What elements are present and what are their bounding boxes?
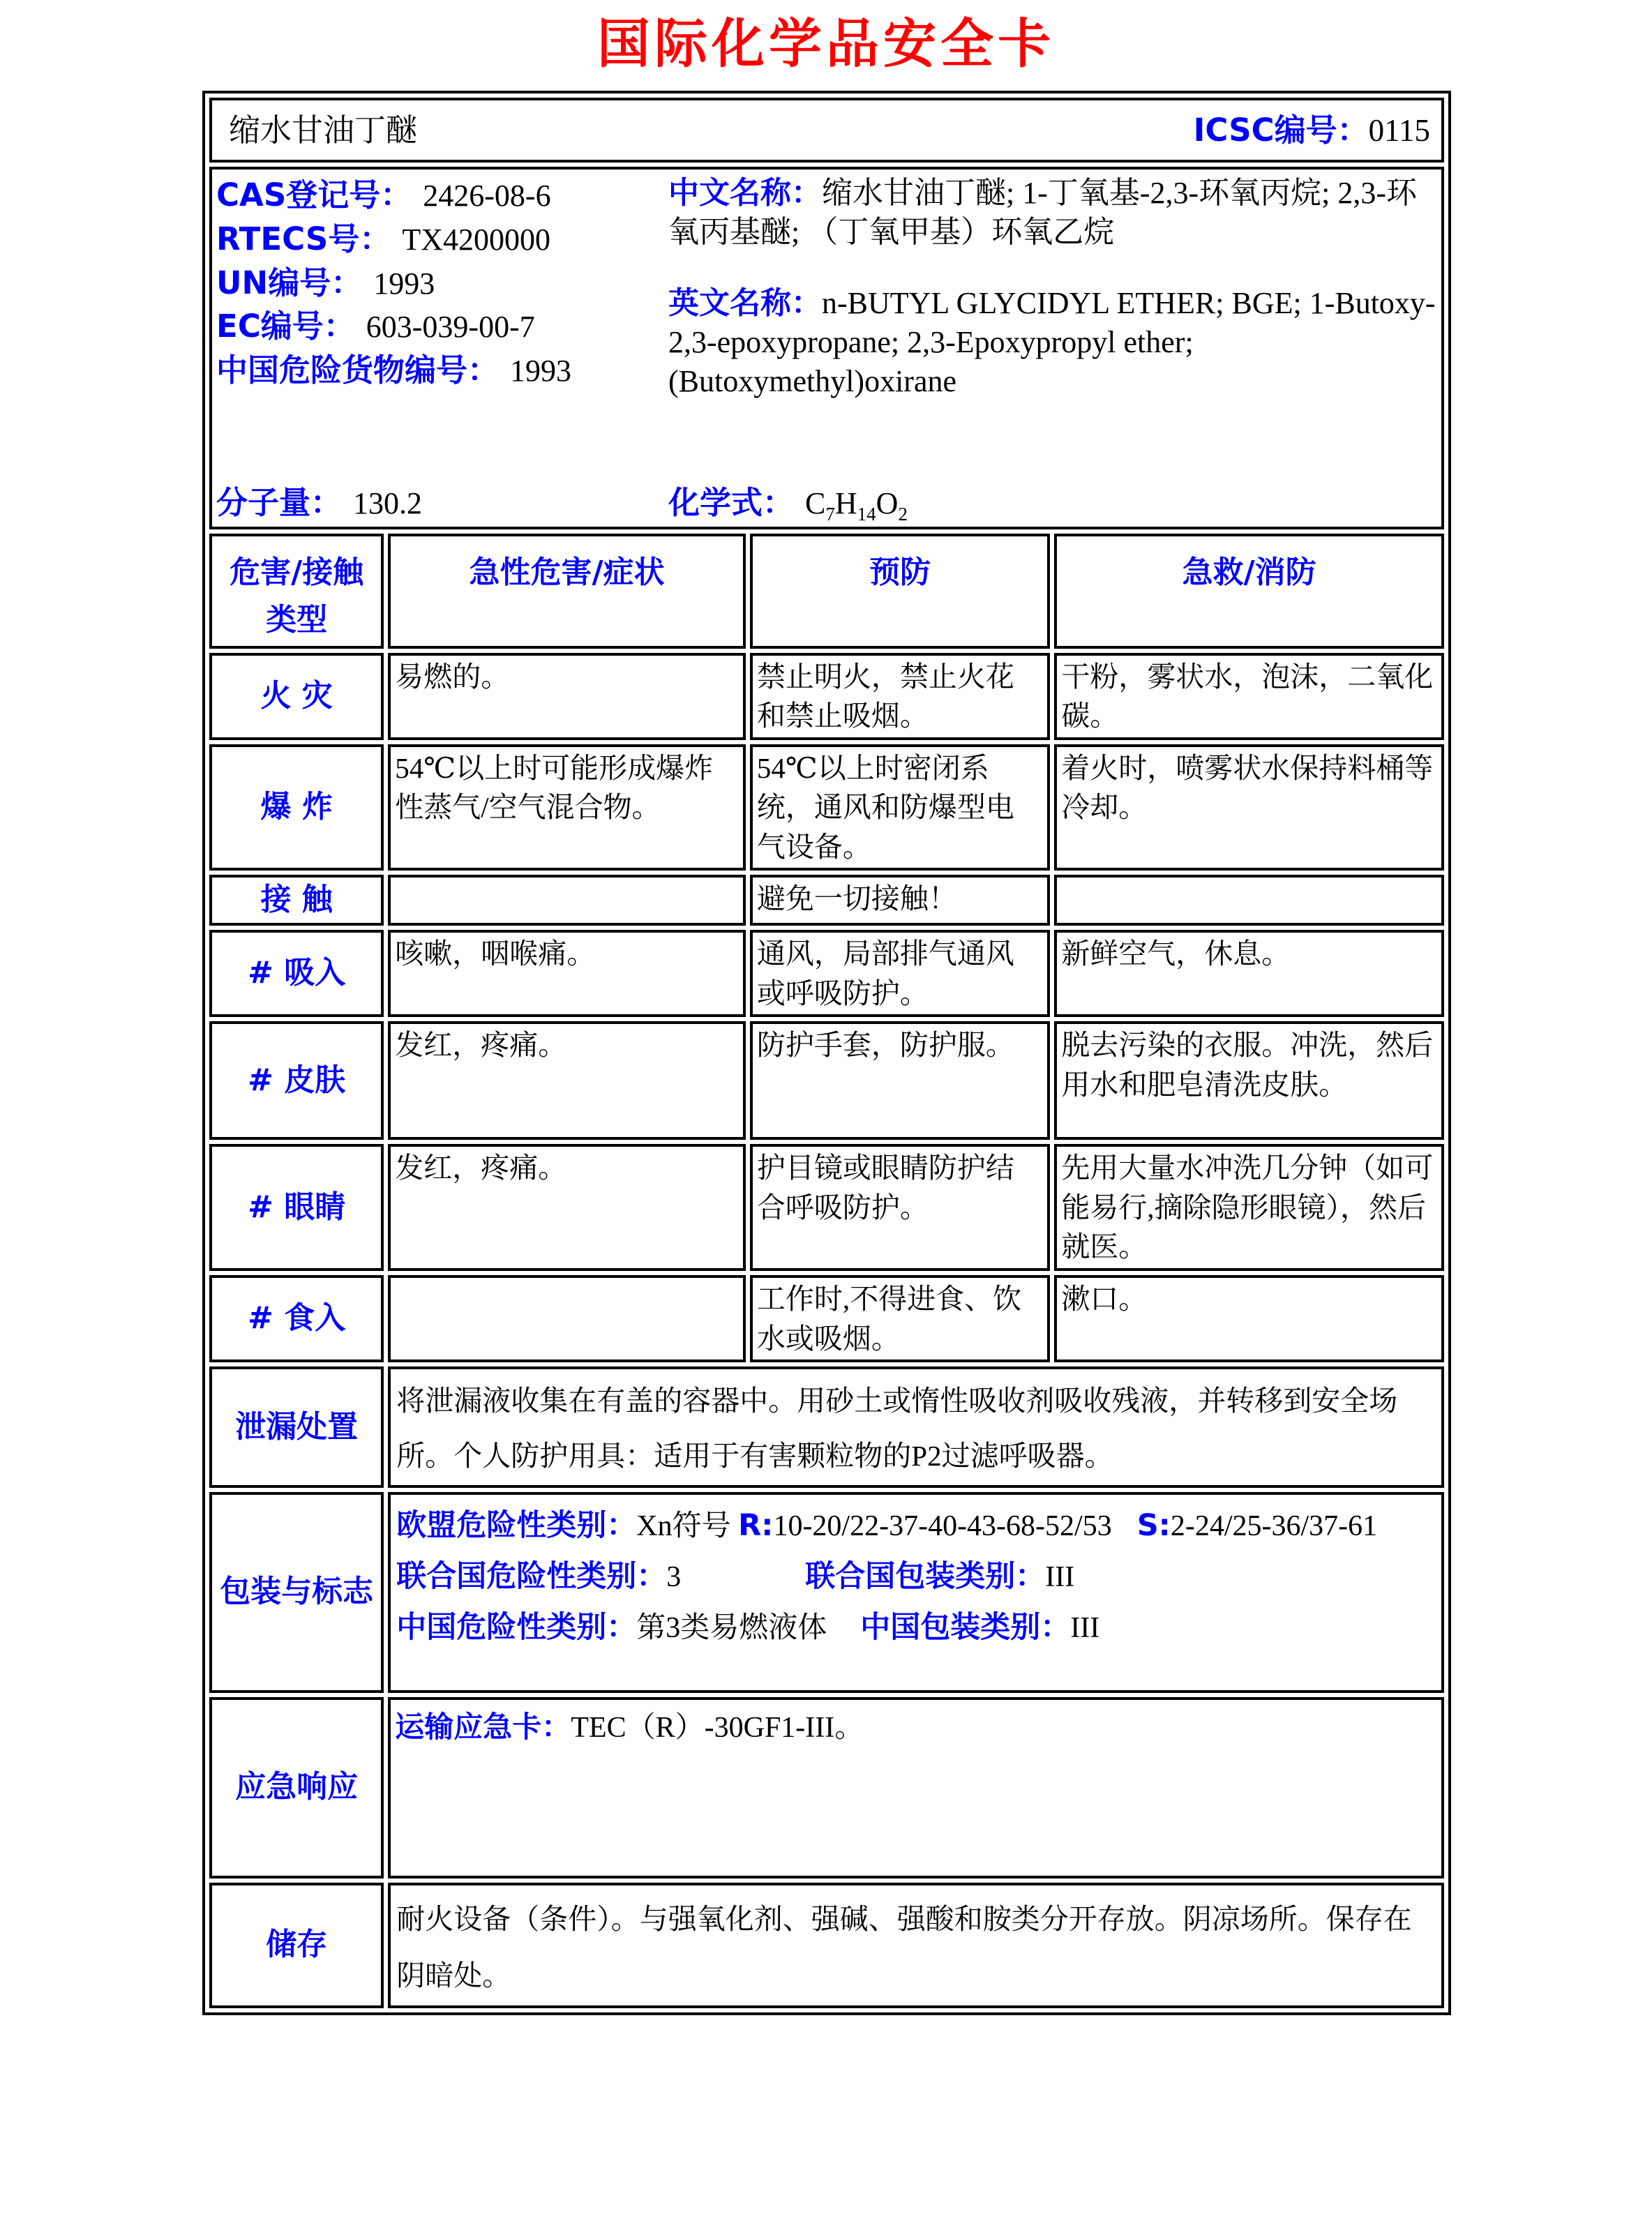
ec-label: EC编号：	[216, 308, 355, 345]
contact-symptoms-cell	[388, 875, 746, 926]
explosion-prevention-cell: 54℃以上时密闭系统，通风和防爆型电气设备。	[750, 744, 1050, 871]
header-acute-symptoms: 急性危害/症状	[388, 534, 746, 648]
spill-row	[209, 1366, 1444, 1487]
name-row	[209, 98, 1444, 163]
storage-label: 储存	[209, 1883, 384, 2008]
skin-prevention-cell: 防护手套，防护服。	[750, 1021, 1050, 1140]
emergency-row	[209, 1697, 1444, 1878]
rtecs-label: RTECS号：	[216, 220, 391, 257]
china-dg-value: 1993	[510, 353, 572, 388]
cn-pack-value: III	[1070, 1612, 1100, 1645]
un-class-value: 3	[666, 1561, 682, 1594]
spill-text-cell: 将泄漏液收集在有盖的容器中。用砂土或惰性吸收剂吸收残液，并转移到安全场所。个人防护用具：适用于有害颗粒物的P2过滤呼吸器。	[388, 1366, 1444, 1487]
un-label: UN编号：	[216, 264, 363, 301]
hazard-row-fire	[209, 653, 1444, 740]
un-pack-value: III	[1045, 1561, 1075, 1594]
hazard-row-contact	[209, 875, 1444, 926]
un-line	[216, 262, 668, 306]
cn-class-label: 中国危险性类别：	[396, 1610, 637, 1646]
ingestion-symptoms-cell	[388, 1275, 746, 1362]
row-label-inhalation: # 吸入	[209, 930, 384, 1017]
rtecs-value: TX4200000	[402, 222, 550, 257]
spill-label: 泄漏处置	[209, 1366, 384, 1487]
registry-numbers-block	[216, 174, 668, 400]
ingestion-response-cell: 漱口。	[1054, 1275, 1444, 1362]
un-value: 1993	[373, 266, 435, 301]
eyes-prevention-cell: 护目镜或眼睛防护结合呼吸防护。	[750, 1144, 1050, 1271]
names-block	[668, 174, 1436, 400]
china-dg-line	[216, 349, 668, 393]
emergency-content-cell	[388, 1697, 1444, 1878]
english-name-value: n-BUTYL GLYCIDYL ETHER; BGE; 1-Butoxy-2,3-epoxypropane; 2,3-Epoxypropyl ether; (Butoxymethyl)oxirane	[668, 285, 1436, 398]
rtecs-line	[216, 218, 668, 262]
header-first-aid: 急救/消防	[1054, 534, 1444, 648]
packaging-label: 包装与标志	[209, 1492, 384, 1693]
eu-hazard-line	[396, 1500, 1433, 1551]
eu-class-value: Xn符号	[636, 1509, 731, 1542]
eyes-response-cell: 先用大量水冲洗几分钟（如可能易行,摘除隐形眼镜），然后就医。	[1054, 1144, 1444, 1271]
page-title: 国际化学品安全卡	[597, 13, 1055, 75]
contact-response-cell	[1054, 875, 1444, 926]
emergency-label: 应急响应	[209, 1697, 384, 1878]
molecular-weight-line	[216, 481, 668, 525]
row-label-explosion: 爆 炸	[209, 744, 384, 871]
packaging-content-cell	[388, 1492, 1444, 1693]
chinese-name-value: 缩水甘油丁醚; 1-丁氧基-2,3-环氧丙烷; 2,3-环氧丙基醚; （丁氧甲基）环氧乙烷	[668, 176, 1418, 249]
tec-card-label: 运输应急卡：	[395, 1709, 571, 1744]
skin-symptoms-cell: 发红，疼痛。	[388, 1021, 746, 1140]
row-label-contact: 接 触	[209, 875, 384, 926]
cn-class-line	[396, 1602, 1433, 1653]
explosion-symptoms-cell: 54℃以上时可能形成爆炸性蒸气/空气混合物。	[388, 744, 746, 871]
ec-value: 603-039-00-7	[366, 310, 535, 345]
contact-prevention-cell: 避免一切接触！	[750, 875, 1050, 926]
tec-card-value: TEC（R）-30GF1-III。	[571, 1711, 864, 1744]
eyes-symptoms-cell: 发红，疼痛。	[388, 1144, 746, 1271]
inhalation-symptoms-cell: 咳嗽，咽喉痛。	[388, 930, 746, 1017]
cn-class-value: 第3类易燃液体	[636, 1612, 827, 1645]
skin-response-cell: 脱去污染的衣服。冲洗，然后用水和肥皂清洗皮肤。	[1054, 1021, 1444, 1140]
icsc-label: ICSC编号：	[1193, 111, 1369, 149]
cas-line	[216, 174, 668, 218]
hazard-header-row	[209, 534, 1444, 648]
hazard-row-explosion	[209, 744, 1444, 871]
icsc-number: 0115	[1368, 112, 1430, 148]
molecular-weight-value: 130.2	[353, 486, 423, 521]
cas-label: CAS登记号：	[216, 176, 412, 214]
cas-value: 2426-08-6	[423, 179, 551, 213]
inhalation-response-cell: 新鲜空气，休息。	[1054, 930, 1444, 1017]
storage-text-cell: 耐火设备（条件）。与强氧化剂、强碱、强酸和胺类分开存放。阴凉场所。保存在阴暗处。	[388, 1883, 1444, 2008]
fire-symptoms-cell: 易燃的。	[388, 653, 746, 740]
chemical-formula-value: $C_7H_{14}O_2$	[805, 486, 908, 525]
row-label-ingestion: # 食入	[209, 1275, 384, 1362]
substance-name: 缩水甘油丁醚	[229, 112, 418, 148]
identifiers-cell	[209, 167, 1444, 529]
storage-row	[209, 1883, 1444, 2008]
inhalation-prevention-cell: 通风，局部排气通风或呼吸防护。	[750, 930, 1050, 1017]
r-phrases-label: R:	[738, 1507, 774, 1543]
china-dg-label: 中国危险货物编号：	[216, 351, 500, 389]
hazard-row-inhalation	[209, 930, 1444, 1017]
english-name-line	[668, 284, 1436, 401]
chinese-name-label: 中文名称：	[668, 175, 822, 211]
s-phrases-label: S:	[1136, 1507, 1171, 1543]
hazard-row-skin	[209, 1021, 1444, 1140]
row-label-eyes: # 眼睛	[209, 1144, 384, 1271]
eu-class-label: 欧盟危险性类别：	[396, 1507, 637, 1543]
packaging-row	[209, 1492, 1444, 1693]
fire-prevention-cell: 禁止明火，禁止火花和禁止吸烟。	[750, 653, 1050, 740]
header-prevention: 预防	[750, 534, 1050, 648]
r-phrases-value: 10-20/22-37-40-43-68-52/53	[773, 1509, 1112, 1542]
molecular-weight-label: 分子量：	[216, 484, 343, 522]
hazard-row-ingestion	[209, 1275, 1444, 1362]
fire-response-cell: 干粉，雾状水，泡沫，二氧化碳。	[1054, 653, 1444, 740]
row-label-skin: # 皮肤	[209, 1021, 384, 1140]
chemical-formula-label: 化学式：	[668, 484, 795, 522]
chemical-formula-line	[668, 481, 1436, 525]
safety-card-table	[202, 91, 1451, 2015]
chinese-name-line	[668, 174, 1436, 252]
un-class-label: 联合国危险性类别：	[396, 1559, 667, 1595]
header-hazard-type: 危害/接触类型	[209, 534, 384, 648]
ingestion-prevention-cell: 工作时,不得进食、饮水或吸烟。	[750, 1275, 1050, 1362]
un-class-line	[396, 1551, 1433, 1602]
un-pack-label: 联合国包装类别：	[805, 1559, 1046, 1595]
s-phrases-value: 2-24/25-36/37-61	[1170, 1509, 1378, 1542]
hazard-row-eyes	[209, 1144, 1444, 1271]
cn-pack-label: 中国包装类别：	[860, 1610, 1071, 1646]
icsc-number-group	[1194, 109, 1434, 152]
identifiers-row	[209, 167, 1444, 529]
row-label-fire: 火 灾	[209, 653, 384, 740]
english-name-label: 英文名称：	[668, 285, 822, 321]
ec-line	[216, 305, 668, 349]
name-cell	[209, 98, 1444, 163]
explosion-response-cell: 着火时，喷雾状水保持料桶等冷却。	[1054, 744, 1444, 871]
